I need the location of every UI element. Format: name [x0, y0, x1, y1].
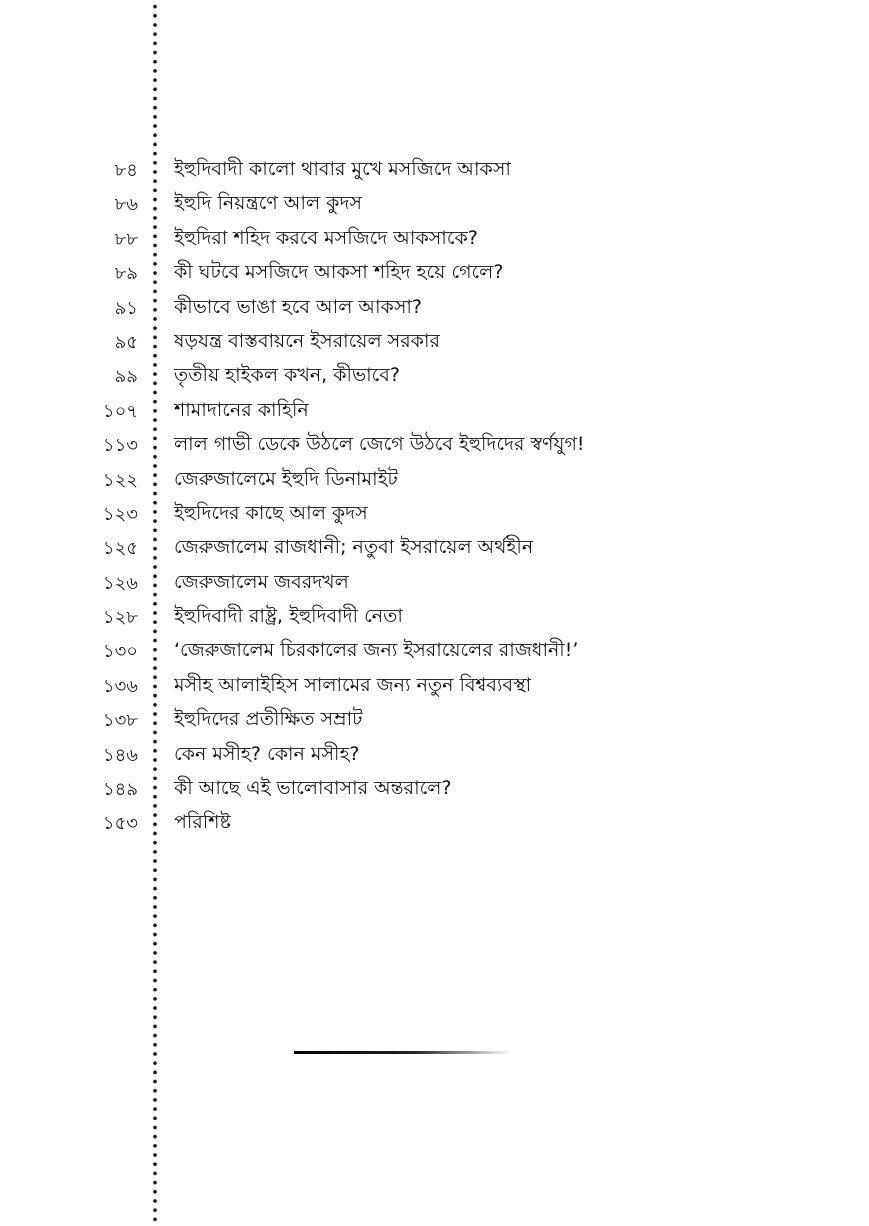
toc-title: কী আছে এই ভালোবাসার অন্তরালে?: [174, 777, 452, 800]
toc-entry[interactable]: [0, 668, 869, 702]
toc-title: ইহুদিরা শহিদ করবে মসজিদে আকসাকে?: [174, 226, 478, 249]
toc-entry[interactable]: [0, 599, 869, 633]
toc-page-number: ১৫৩: [102, 813, 138, 835]
toc-title: কীভাবে ভাঙা হবে আল আকসা?: [174, 295, 422, 318]
toc-title: ‘জেরুজালেম চিরকালের জন্য ইসরায়েলের রাজধানী!’: [174, 639, 579, 662]
table-of-contents: [0, 152, 869, 840]
toc-entry[interactable]: [0, 186, 869, 220]
toc-title: কেন মসীহ? কোন মসীহ?: [174, 742, 360, 765]
toc-entry[interactable]: [0, 290, 869, 324]
toc-entry[interactable]: [0, 496, 869, 530]
toc-page-number: ৯১: [114, 297, 138, 319]
toc-page-number: ৮৮: [114, 228, 138, 250]
toc-title: ইহুদি নিয়ন্ত্রণে আল কুদস: [174, 192, 362, 215]
toc-title: শামাদানের কাহিনি: [174, 398, 309, 421]
toc-title: লাল গাভী ডেকে উঠলে জেগে উঠবে ইহুদিদের স্বর্ণযুগ!: [174, 433, 585, 456]
toc-entry[interactable]: [0, 427, 869, 461]
toc-page-number: ১২৬: [102, 572, 138, 594]
toc-entry[interactable]: [0, 702, 869, 736]
toc-title: ইহুদিবাদী রাষ্ট্র, ইহুদিবাদী নেতা: [174, 605, 403, 628]
toc-page-number: ১২৩: [102, 503, 138, 525]
toc-title: জেরুজালেম রাজধানী; নতুবা ইসরায়েল অর্থহীন: [174, 536, 534, 559]
toc-title: জেরুজালেম জবরদখল: [174, 570, 349, 593]
toc-entry[interactable]: [0, 771, 869, 805]
toc-page-number: ১৪৬: [102, 744, 138, 766]
toc-page-number: ৯৫: [114, 331, 138, 353]
toc-page-number: ১২৮: [102, 607, 138, 629]
toc-page-number: ১৪৯: [102, 779, 138, 801]
toc-page-number: ৮৯: [114, 263, 138, 285]
toc-title: ষড়যন্ত্র বাস্তবায়নে ইসরায়েল সরকার: [174, 329, 440, 352]
toc-title: মসীহ আলাইহিস সালামের জন্য নতুন বিশ্বব্যবস্থা: [174, 673, 532, 696]
toc-entry[interactable]: [0, 462, 869, 496]
toc-entry[interactable]: [0, 633, 869, 667]
toc-entry[interactable]: [0, 255, 869, 289]
toc-page-number: ১৩০: [102, 641, 138, 663]
toc-entry[interactable]: [0, 393, 869, 427]
toc-entry[interactable]: [0, 805, 869, 839]
toc-entry[interactable]: [0, 565, 869, 599]
toc-page-number: ১১৩: [102, 435, 138, 457]
toc-title: ইহুদিদের প্রতীক্ষিত সম্রাট: [174, 708, 363, 731]
toc-page-number: ১২৫: [102, 538, 138, 560]
toc-entry[interactable]: [0, 358, 869, 392]
toc-page-number: ৮৪: [114, 160, 138, 181]
toc-page-number: ১৩৮: [102, 710, 138, 732]
toc-entry[interactable]: [0, 221, 869, 255]
toc-title: ইহুদিদের কাছে আল কুদস: [174, 501, 368, 524]
toc-title: পরিশিষ্ট: [174, 811, 231, 834]
toc-entry[interactable]: [0, 737, 869, 771]
toc-page-number: ১০৭: [102, 400, 138, 422]
toc-page-number: ৯৯: [114, 366, 138, 388]
toc-title: কী ঘটবে মসজিদে আকসা শহিদ হয়ে গেলে?: [174, 261, 504, 284]
toc-page-number: ৮৬: [114, 194, 138, 216]
toc-title: ইহুদিবাদী কালো থাবার মুখে মসজিদে আকসা: [174, 158, 511, 180]
toc-entry[interactable]: [0, 530, 869, 564]
toc-page-number: ১৩৬: [102, 675, 138, 697]
toc-page-number: ১২২: [102, 469, 138, 491]
closing-rule: [294, 1051, 512, 1054]
toc-title: তৃতীয় হাইকল কখন, কীভাবে?: [174, 364, 400, 387]
toc-title: জেরুজালেমে ইহুদি ডিনামাইট: [174, 467, 398, 490]
toc-entry[interactable]: [0, 152, 869, 186]
toc-entry[interactable]: [0, 324, 869, 358]
